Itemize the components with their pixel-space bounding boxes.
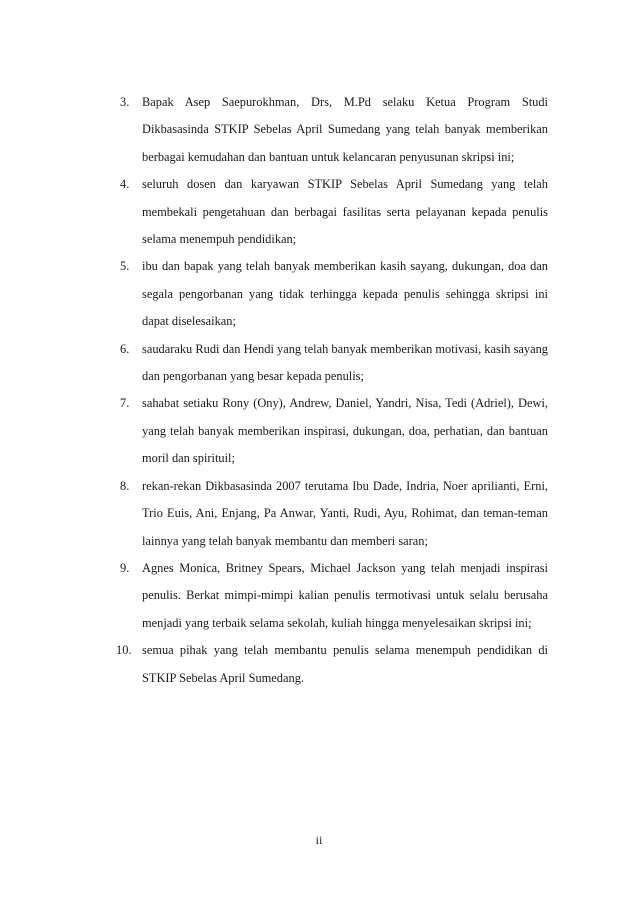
- item-text: Agnes Monica, Britney Spears, Michael Jackson yang telah menjadi inspirasi penulis. Berkat mimpi-mimpi kalian penulis termotivasi untuk selalu berusaha menjadi yang terbaik selama sekolah, kuliah hingga menyelesaikan skripsi ini;: [142, 560, 548, 630]
- item-number: 7.: [120, 396, 130, 411]
- list-item: [120, 473, 548, 555]
- item-text: ibu dan bapak yang telah banyak memberikan kasih sayang, dukungan, doa dan segala pengorbanan yang tidak terhingga kepada penulis sehingga skripsi ini dapat diselesaikan;: [142, 259, 548, 329]
- acknowledgement-list: [116, 89, 548, 692]
- item-text: saudaraku Rudi dan Hendi yang telah banyak memberikan motivasi, kasih sayang dan pengorbanan yang besar kepada penulis;: [142, 341, 548, 384]
- item-number: 10.: [116, 643, 132, 658]
- item-number: 9.: [120, 560, 130, 575]
- item-text: Bapak Asep Saepurokhman, Drs, M.Pd selaku Ketua Program Studi Dikbasasinda STKIP Sebelas April Sumedang yang telah banyak memberikan berbagai kemudahan dan bantuan untuk kelancaran penyusunan skripsi ini;: [142, 95, 548, 164]
- item-text: seluruh dosen dan karyawan STKIP Sebelas April Sumedang yang telah membekali pengetahuan dan berbagai fasilitas serta pelayanan kepada penulis selama menempuh pendidikan;: [142, 177, 548, 247]
- item-number: 6.: [120, 341, 130, 356]
- item-text: semua pihak yang telah membantu penulis selama menempuh pendidikan di STKIP Sebelas April Sumedang.: [142, 643, 548, 685]
- list-item: [120, 253, 548, 335]
- item-text: rekan-rekan Dikbasasinda 2007 terutama Ibu Dade, Indria, Noer aprilianti, Erni, Trio Euis, Ani, Enjang, Pa Anwar, Yanti, Rudi, Ayu, Rohimat, dan teman-teman lainnya yang telah banyak membantu dan memberi saran;: [142, 478, 548, 548]
- item-number: 3.: [120, 95, 130, 109]
- item-number: 5.: [120, 259, 130, 274]
- list-item: [120, 89, 548, 171]
- item-number: 4.: [120, 177, 130, 192]
- list-item: [120, 390, 548, 472]
- list-item: [120, 555, 548, 637]
- item-text: sahabat setiaku Rony (Ony), Andrew, Daniel, Yandri, Nisa, Tedi (Adriel), Dewi, yang telah banyak memberikan inspirasi, dukungan, doa, perhatian, dan bantuan moril dan spirituil;: [142, 396, 548, 466]
- list-item: [120, 336, 548, 391]
- page-number: ii: [315, 833, 323, 847]
- list-item: [116, 637, 548, 692]
- item-number: 8.: [120, 478, 130, 493]
- list-item: [120, 171, 548, 253]
